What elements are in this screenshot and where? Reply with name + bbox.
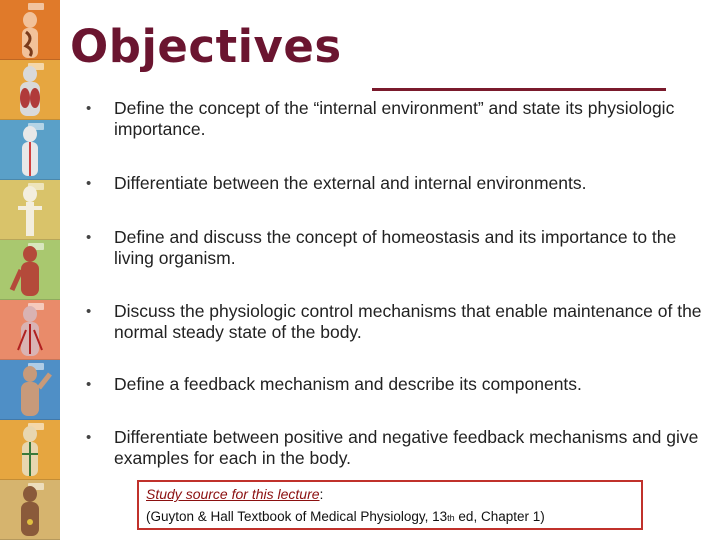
- anatomy-illustration-strip: [0, 0, 60, 540]
- anatomy-panel-nervous: [0, 120, 60, 180]
- anatomy-panel-body-blue: [0, 360, 60, 420]
- bullet-marker: •: [86, 175, 92, 192]
- objective-text: Define and discuss the concept of homeostasis and its importance to the living organism.: [114, 227, 677, 268]
- citation-text-after: ed, Chapter 1): [454, 509, 545, 524]
- anatomy-panel-lymphatic: [0, 420, 60, 480]
- study-source-heading: Study source for this lecture: [146, 486, 320, 502]
- anatomy-panel-digestive: [0, 0, 60, 60]
- bullet-marker: •: [86, 229, 92, 246]
- objective-item: [86, 301, 714, 343]
- study-source-box: [137, 480, 643, 530]
- anatomy-panel-endocrine: [0, 480, 60, 540]
- objective-item: [86, 173, 714, 194]
- objective-item: [86, 427, 714, 469]
- slide-title: Objectives: [70, 20, 342, 73]
- bullet-marker: •: [86, 376, 92, 393]
- anatomy-panel-skeletal: [0, 180, 60, 240]
- citation-superscript: th: [447, 513, 455, 523]
- anatomy-panel-muscular: [0, 240, 60, 300]
- objective-item: [86, 98, 714, 140]
- objective-text: Discuss the physiologic control mechanisms that enable maintenance of the normal steady state of the body.: [114, 301, 702, 342]
- study-source-citation: [146, 509, 634, 524]
- objective-text: Differentiate between positive and negative feedback mechanisms and give examples for each in the body.: [114, 427, 699, 468]
- anatomy-panel-respiratory: [0, 60, 60, 120]
- bullet-marker: •: [86, 429, 92, 446]
- citation-text-before: (Guyton & Hall Textbook of Medical Physiology, 13: [146, 509, 448, 524]
- objective-text: Define the concept of the “internal environment” and state its physiologic importance.: [114, 98, 675, 139]
- objective-item: [86, 227, 714, 269]
- study-source-colon: :: [319, 486, 324, 502]
- title-underline-rule: [372, 88, 666, 91]
- bullet-marker: •: [86, 303, 92, 320]
- anatomy-panel-circulatory: [0, 300, 60, 360]
- objective-item: [86, 374, 714, 395]
- bullet-marker: •: [86, 100, 92, 117]
- objective-text: Differentiate between the external and internal environments.: [114, 173, 587, 193]
- objective-text: Define a feedback mechanism and describe its components.: [114, 374, 582, 394]
